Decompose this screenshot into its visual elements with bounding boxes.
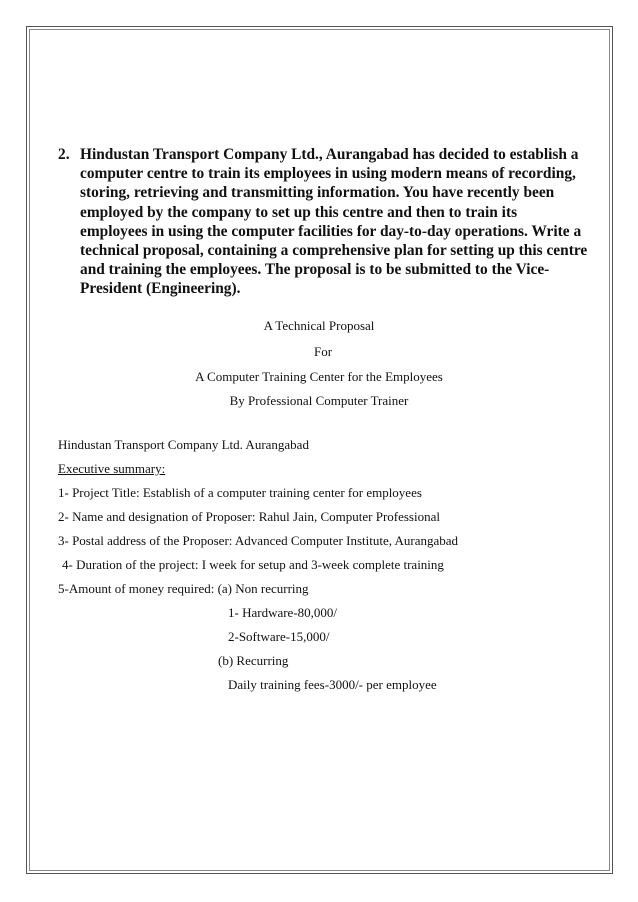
proposal-title-line4: By Professional Computer Trainer	[229, 393, 409, 408]
proposal-title-line2: For	[313, 344, 333, 359]
executive-summary-heading: Executive summary:	[58, 461, 166, 476]
summary-item-proposer: 2- Name and designation of Proposer: Rahul Jain, Computer Professional	[58, 509, 440, 524]
summary-item-postal-address: 3- Postal address of the Proposer: Advanced Computer Institute, Aurangabad	[58, 533, 459, 548]
proposal-title-line3: A Computer Training Center for the Employees	[195, 369, 443, 384]
proposal-title-line1: A Technical Proposal	[263, 318, 375, 333]
summary-item-duration: 4- Duration of the project: I week for setup and 3-week complete training	[62, 557, 444, 572]
cost-hardware: 1- Hardware-80,000/	[228, 605, 338, 620]
question-block	[58, 145, 588, 299]
cost-software: 2-Software-15,000/	[228, 629, 330, 644]
question-number: 2.	[58, 146, 70, 163]
question-text: Hindustan Transport Company Ltd., Aurangabad has decided to establish a computer centre to train its employees in using modern means of recording, storing, retrieving and transmitting information. You have recently been employed by the company to set up this centre and then to train its employees in using the computer facilities for day-to-day operations. Write a technical proposal, containing a comprehensive plan for setting up this centre and training the employees. The proposal is to be submitted to the Vice- President (Engineering).	[80, 146, 588, 298]
cost-daily-fees: Daily training fees-3000/- per employee	[228, 677, 437, 692]
summary-item-project-title: 1- Project Title: Establish of a computer training center for employees	[58, 485, 422, 500]
company-name: Hindustan Transport Company Ltd. Aurangabad	[58, 437, 309, 452]
cost-recurring-heading: (b) Recurring	[218, 653, 289, 668]
summary-item-amount: 5-Amount of money required: (a) Non recurring	[58, 581, 309, 596]
